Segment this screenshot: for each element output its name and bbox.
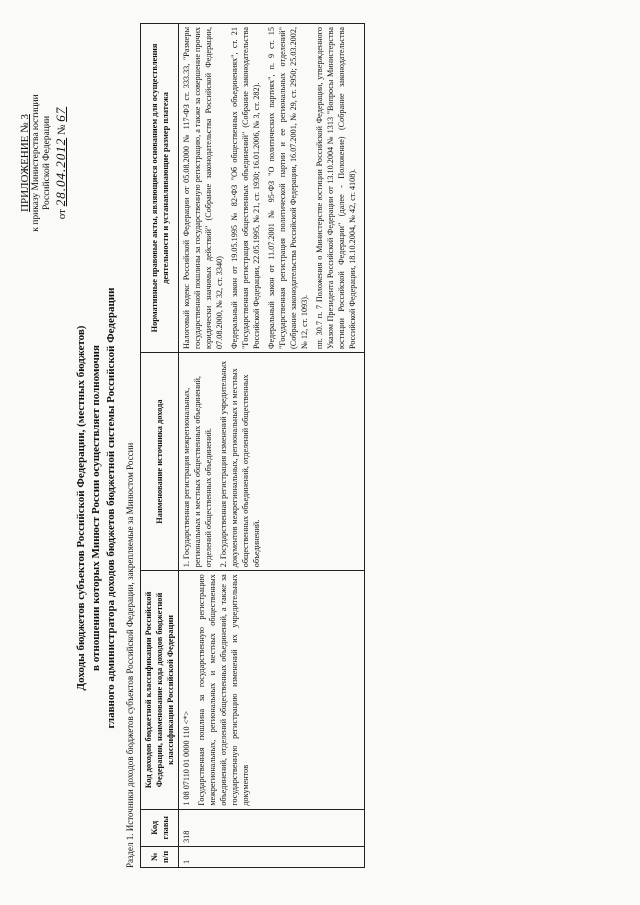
- header-chapter: Код главы: [141, 809, 179, 846]
- income-sources-table: [140, 23, 365, 868]
- source-item-1: 1. Государственная регистрация межрегиональных, региональных и местных общественных объединений, отделений общественных объединений.: [182, 376, 213, 568]
- table-row: [179, 24, 365, 868]
- act-item-3: Федеральный закон от 11.07.2001 № 95-ФЗ "О политических партиях", п. 9 ст. 15 "Государственная регистрация политической партии и ее региональных отделений" (Собрание законодательства Российской Федерации, 16.07.2001, № 29, ст. 2950; 25.03.2002, № 12, ст. 1093).: [267, 27, 309, 349]
- order-date: 28.04.2012: [53, 137, 68, 207]
- table-header-row: [141, 24, 179, 868]
- cell-source: [179, 352, 365, 570]
- date-prefix: от: [56, 209, 68, 220]
- appendix-line-1: к приказу Министерства юстиции: [31, 94, 41, 232]
- cell-acts: [179, 24, 365, 353]
- order-number: 67: [53, 106, 68, 122]
- act-item-1: Налоговый кодекс Российской Федерации от 05.08.2000 № 117-ФЗ ст. 333.33, "Размеры государственной пошлины за государственную регистрацию, а также за совершение прочих юридически значимых действий" (Собрание законодательства Российской Федерации, 07.08.2000, № 32, ст. 3340): [182, 27, 224, 349]
- appendix-date-row: [55, 48, 68, 278]
- title-line-2: в отношении которых Минюст России осуществляет полномочия: [90, 345, 102, 671]
- title-line-3: главного администратора доходов бюджетов бюджетной системы Российской Федерации: [105, 287, 117, 729]
- header-acts: Нормативные правовые акты, являющиеся основанием для осуществления деятельности и устанавливающие размер платежа: [141, 24, 179, 353]
- title-line-1: Доходы бюджетов субъектов Российской Федерации, (местных бюджетов): [75, 325, 87, 691]
- cell-num: 1: [179, 846, 365, 867]
- appendix-header: [20, 48, 68, 278]
- header-source: Наименование источника дохода: [141, 352, 179, 570]
- header-code: Код доходов бюджетной классификации Российской Федерации, наименование кода доходов бюджетной классификации Российской Федерации: [141, 571, 179, 809]
- number-prefix: №: [56, 124, 68, 136]
- cell-code: [179, 571, 365, 809]
- rotated-content: [12, 8, 632, 888]
- code-number: 1 08 07110 01 0000 110 <*>: [182, 711, 191, 806]
- cell-chapter: 318: [179, 809, 365, 846]
- source-item-2: 2. Государственная регистрация изменений учредительных документов межрегиональных, региональных и местных общественных объединений, отделений общественных объединений.: [219, 360, 261, 568]
- appendix-line-2: Российской Федерации: [42, 115, 52, 211]
- appendix-title: ПРИЛОЖЕНИЕ № 3: [19, 114, 31, 212]
- act-item-2: Федеральный закон от 19.05.1995 № 82-ФЗ "Об общественных объединениях", ст. 21 "Государственная регистрация общественных объединений" (Собрание законодательства Российской Федерации, 22.05.1995, № 21, ст. 1930; 16.01.2006, № 3, ст. 282).: [230, 27, 261, 349]
- code-text: Государственная пошлина за государственную регистрацию межрегиональных, региональных и местных общественных объединений, отделений общественных объединений, а также за государственную регистрацию изменений их учредительных документов: [197, 574, 250, 806]
- section-caption: Раздел 1. Источники доходов бюджетов субъектов Российской Федерации, закрепляемые за Минюстом России: [125, 442, 135, 868]
- document-title: [74, 228, 119, 788]
- header-num: № п/п: [141, 846, 179, 867]
- act-item-4: пп. 30.7 п. 7 Положения о Министерстве юстиции Российской Федерации, утвержденного Указом Президента Российской Федерации от 13.10.2004 № 1313 "Вопросы Министерства юстиции Российской Федерации" (далее - Положение) (Собрание законодательства Российской Федерации, 18.10.2004, № 42, ст. 4108).: [315, 27, 357, 349]
